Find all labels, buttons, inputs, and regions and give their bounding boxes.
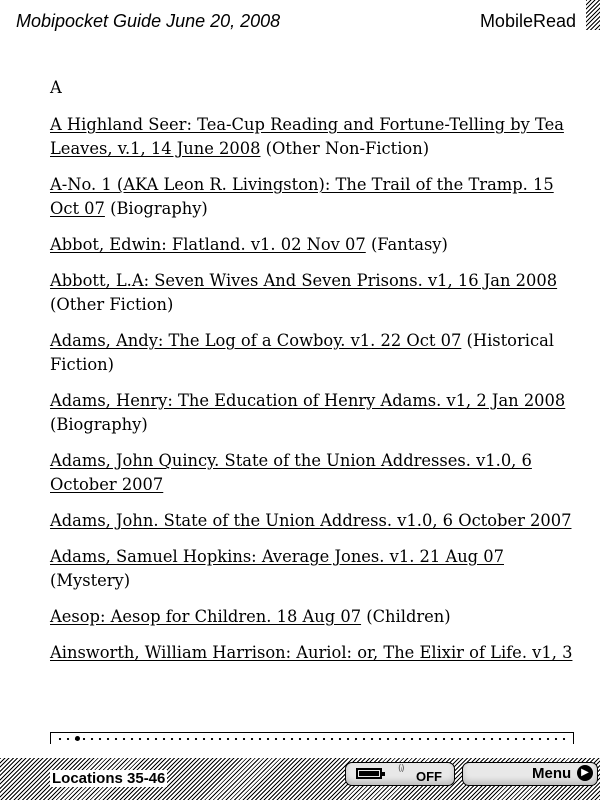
list-item <box>50 269 578 317</box>
entry-link[interactable]: Abbot, Edwin: Flatland. v1. 02 Nov 07 <box>50 235 366 254</box>
entry-genre: (Other Fiction) <box>50 295 174 314</box>
entry-link[interactable]: Adams, John Quincy. State of the Union Addresses. v1.0, 6 October 2007 <box>50 451 532 494</box>
entry-link[interactable]: Aesop: Aesop for Children. 18 Aug 07 <box>50 607 362 626</box>
entry-genre: (Biography) <box>110 199 208 218</box>
list-item <box>50 329 578 377</box>
menu-label: Menu <box>532 765 572 782</box>
entry-genre: (Other Non-Fiction) <box>265 139 430 158</box>
entry-genre: (Historical Fiction) <box>50 331 554 374</box>
title-bar <box>0 0 600 40</box>
reading-progress-bar[interactable] <box>50 732 574 746</box>
corner-hatch <box>586 0 600 30</box>
list-item <box>50 173 578 221</box>
entry-link[interactable]: A Highland Seer: Tea-Cup Reading and Fortune-Telling by Tea Leaves, v.1, 14 June 2008 <box>50 115 564 158</box>
wireless-status: OFF <box>416 769 442 784</box>
entry-genre: (Fantasy) <box>370 235 448 254</box>
section-letter: A <box>50 78 62 97</box>
entry-genre: (Mystery) <box>50 571 131 590</box>
battery-wireless-status <box>345 762 455 786</box>
list-item <box>50 509 578 533</box>
battery-icon <box>356 768 382 779</box>
entry-link[interactable]: Adams, Henry: The Education of Henry Adams. v1, 2 Jan 2008 <box>50 391 566 410</box>
list-item <box>50 389 578 437</box>
book-title: Mobipocket Guide June 20, 2008 <box>16 11 281 31</box>
entry-link[interactable]: Adams, Samuel Hopkins: Average Jones. v1. 21 Aug 07 <box>50 547 504 566</box>
entry-link[interactable]: Adams, Andy: The Log of a Cowboy. v1. 22 Oct 07 <box>50 331 462 350</box>
list-item <box>50 641 578 665</box>
entry-genre: (Biography) <box>50 415 148 434</box>
menu-arrow-icon: ▶ <box>577 765 593 781</box>
list-item <box>50 113 578 161</box>
menu-button[interactable] <box>462 762 598 786</box>
entry-genre: (Children) <box>366 607 451 626</box>
locations-label: Locations 35-46 <box>52 770 166 787</box>
list-item <box>50 545 578 593</box>
entry-link[interactable]: A-No. 1 (AKA Leon R. Livingston): The Trail of the Tramp. 15 Oct 07 <box>50 175 554 218</box>
entry-link[interactable]: Abbott, L.A: Seven Wives And Seven Prisons. v1, 16 Jan 2008 <box>50 271 558 290</box>
wireless-icon: (ᵢ) <box>398 764 404 774</box>
list-item <box>50 605 578 629</box>
progress-dots <box>56 738 568 740</box>
entry-link[interactable]: Ainsworth, William Harrison: Auriol: or, The Elixir of Life. v1, 3 <box>50 643 573 662</box>
entry-link[interactable]: Adams, John. State of the Union Address. v1.0, 6 October 2007 <box>50 511 572 530</box>
list-item <box>50 233 578 257</box>
book-content <box>50 76 578 677</box>
list-item <box>50 449 578 497</box>
source-label: MobileRead <box>479 11 576 31</box>
